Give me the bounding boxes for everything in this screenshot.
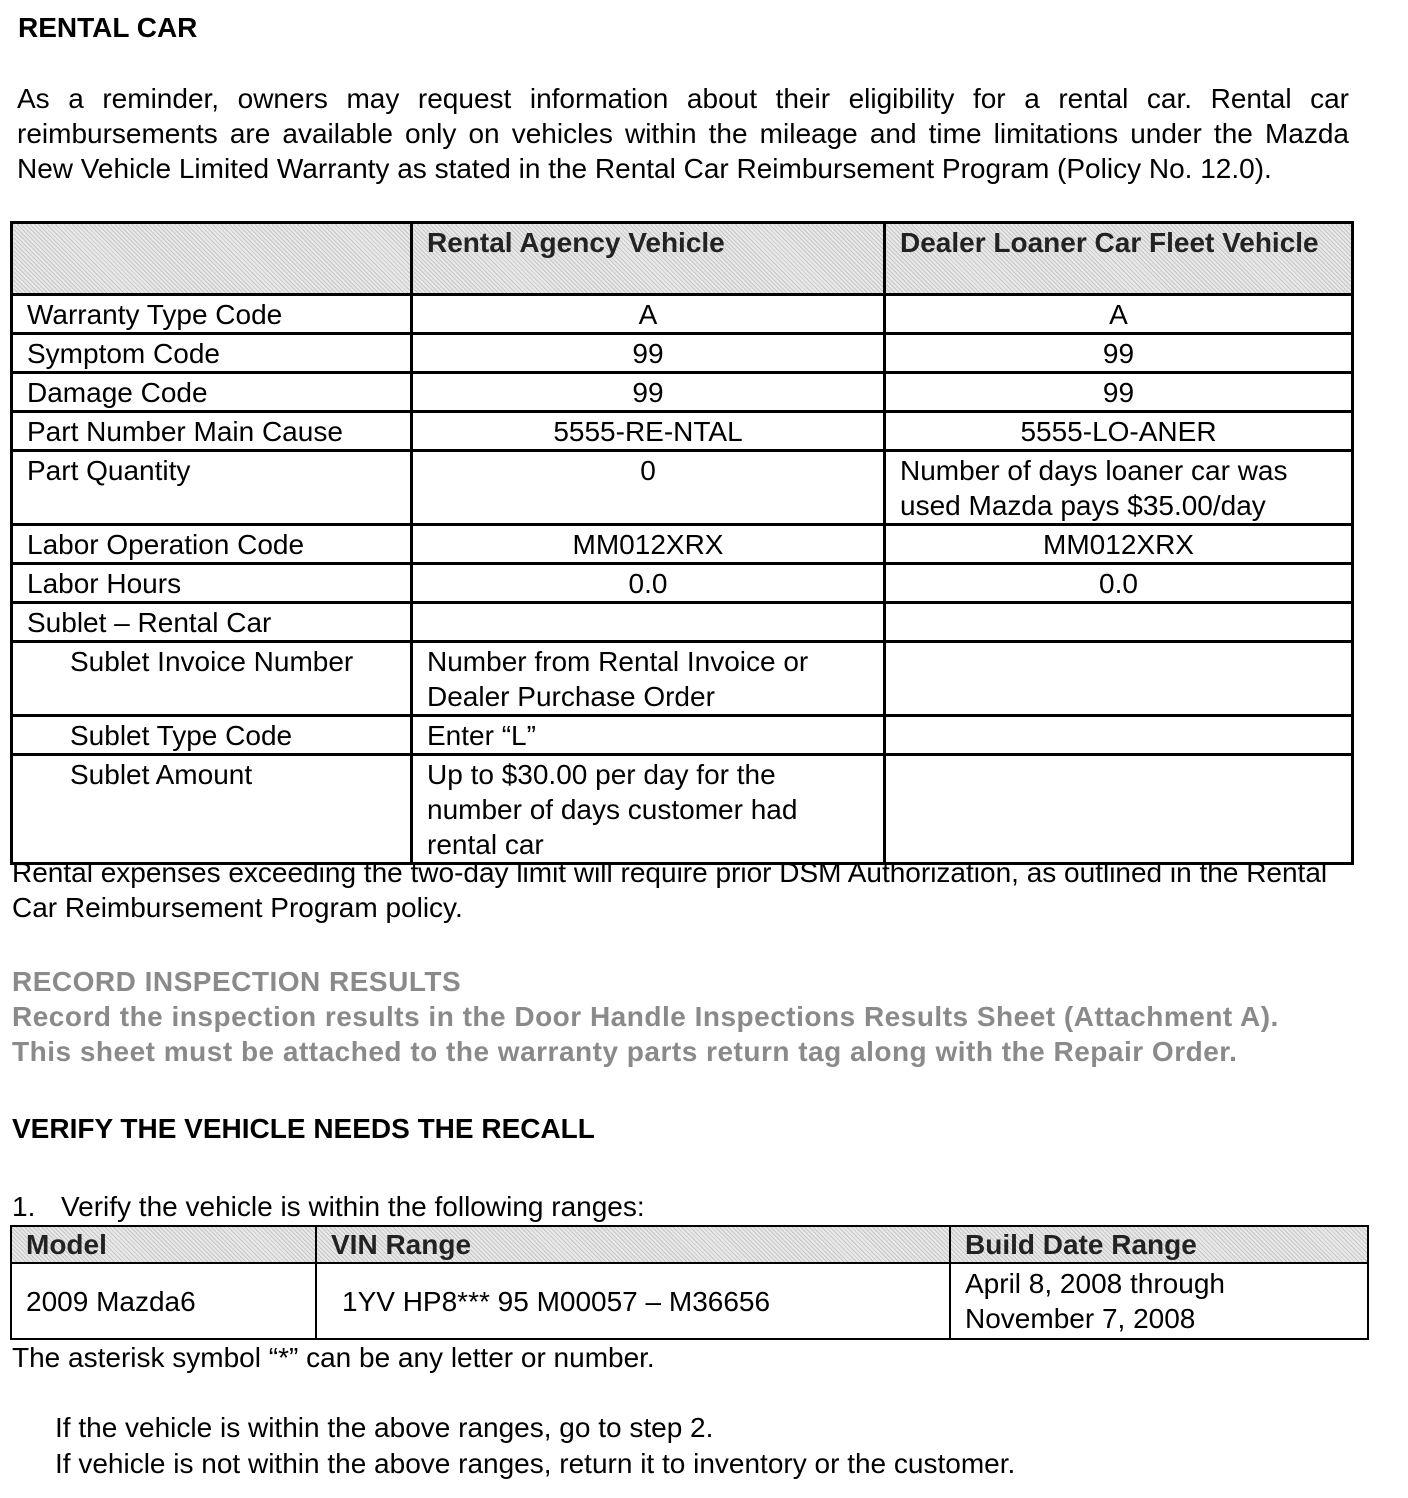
table-row <box>12 564 1353 603</box>
table-header-row <box>11 1226 1368 1263</box>
verify-heading: VERIFY THE VEHICLE NEEDS THE RECALL <box>12 1113 595 1144</box>
loaner-value: 99 <box>885 334 1353 373</box>
table-row <box>12 716 1353 755</box>
table-header-dealer-loaner: Dealer Loaner Car Fleet Vehicle <box>885 223 1353 295</box>
loaner-value: MM012XRX <box>885 525 1353 564</box>
row-label: Part Quantity <box>12 451 412 525</box>
table-row <box>12 603 1353 642</box>
header-model: Model <box>11 1226 316 1263</box>
table-row <box>12 334 1353 373</box>
rental-value: Up to $30.00 per day for the number of days customer had rental car <box>412 755 885 864</box>
rental-value: Number from Rental Invoice or Dealer Purchase Order <box>412 642 885 716</box>
loaner-value <box>885 716 1353 755</box>
rental-car-intro: As a reminder, owners may request information about their eligibility for a rental car. Rental car reimbursements are available only on vehicles within the mileage and time limitations under the Mazda New Vehicle Limited Warranty as stated in the Rental Car Reimbursement Program (Policy No. 12.0). <box>17 83 1349 184</box>
record-inspection-heading: RECORD INSPECTION RESULTS <box>12 966 462 997</box>
row-label: Warranty Type Code <box>12 295 412 334</box>
rental-value: 99 <box>412 334 885 373</box>
table-row <box>12 451 1353 525</box>
model-cell: 2009 Mazda6 <box>11 1263 316 1339</box>
header-build-date-range: Build Date Range <box>950 1226 1368 1263</box>
table-row <box>12 642 1353 716</box>
row-label: Labor Operation Code <box>12 525 412 564</box>
row-label: Labor Hours <box>12 564 412 603</box>
vin-range-cell: 1YV HP8*** 95 M00057 – M36656 <box>316 1263 950 1339</box>
table-header-cell-blank <box>12 223 412 295</box>
table-row <box>12 295 1353 334</box>
table-row <box>11 1263 1368 1339</box>
row-label: Symptom Code <box>12 334 412 373</box>
record-inspection-line-2: This sheet must be attached to the warranty parts return tag along with the Repair Order. <box>12 1036 1238 1067</box>
row-label: Sublet Amount <box>12 755 412 864</box>
instruction-in-range: If the vehicle is within the above ranges, go to step 2. <box>55 1412 714 1443</box>
row-label: Sublet Invoice Number <box>12 642 412 716</box>
loaner-value: 99 <box>885 373 1353 412</box>
rental-value <box>412 603 885 642</box>
row-label: Damage Code <box>12 373 412 412</box>
instruction-out-of-range: If vehicle is not within the above ranges, return it to inventory or the customer. <box>55 1448 1016 1479</box>
header-vin-range: VIN Range <box>316 1226 950 1263</box>
loaner-value: 0.0 <box>885 564 1353 603</box>
rental-value: Enter “L” <box>412 716 885 755</box>
table-header-row <box>12 223 1353 295</box>
rental-footer-note: Rental expenses exceeding the two-day limit will require prior DSM Authorization, as outlined in the Rental Car Reimbursement Program policy. <box>12 857 1328 923</box>
rental-value: 0.0 <box>412 564 885 603</box>
build-date-cell: April 8, 2008 through November 7, 2008 <box>950 1263 1368 1339</box>
step-number: 1. <box>12 1191 36 1222</box>
loaner-value: A <box>885 295 1353 334</box>
vehicle-range-table <box>10 1225 1369 1340</box>
table-row <box>12 373 1353 412</box>
rental-value: 5555-RE-NTAL <box>412 412 885 451</box>
table-header-rental-agency: Rental Agency Vehicle <box>412 223 885 295</box>
loaner-value <box>885 755 1353 864</box>
table-row <box>12 755 1353 864</box>
row-label: Part Number Main Cause <box>12 412 412 451</box>
loaner-value: Number of days loaner car was used Mazda pays $35.00/day <box>885 451 1353 525</box>
rental-value: A <box>412 295 885 334</box>
row-label: Sublet Type Code <box>12 716 412 755</box>
rental-car-heading: RENTAL CAR <box>18 12 198 43</box>
loaner-value <box>885 642 1353 716</box>
rental-value: 99 <box>412 373 885 412</box>
loaner-value <box>885 603 1353 642</box>
table-row <box>12 525 1353 564</box>
record-inspection-line-1: Record the inspection results in the Door Handle Inspections Results Sheet (Attachment A). <box>12 1001 1279 1032</box>
rental-value: MM012XRX <box>412 525 885 564</box>
rental-code-table <box>10 221 1354 865</box>
table-row <box>12 412 1353 451</box>
step-text: Verify the vehicle is within the following ranges: <box>61 1191 645 1222</box>
asterisk-note: The asterisk symbol “*” can be any letter or number. <box>12 1342 655 1373</box>
rental-value: 0 <box>412 451 885 525</box>
row-label: Sublet – Rental Car <box>12 603 412 642</box>
loaner-value: 5555-LO-ANER <box>885 412 1353 451</box>
